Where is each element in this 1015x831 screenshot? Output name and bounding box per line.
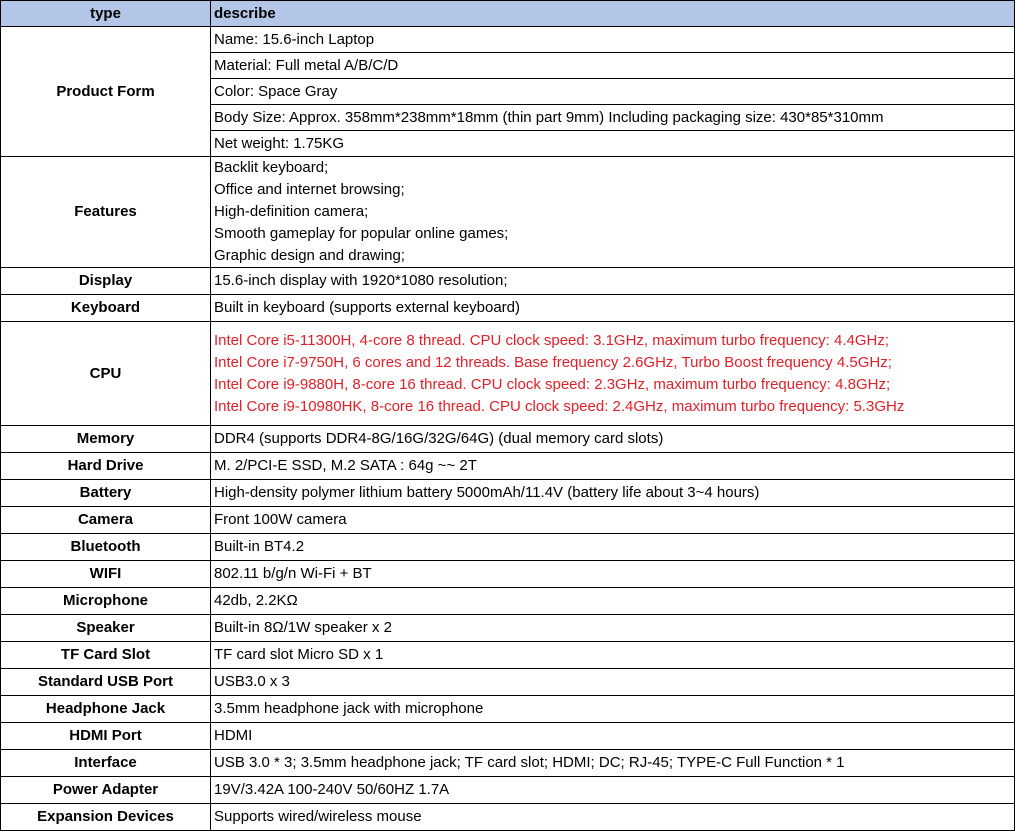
hard-drive-describe: M. 2/PCI-E SSD, M.2 SATA : 64g ~~ 2T bbox=[211, 453, 1015, 480]
tf-card-slot-row bbox=[1, 642, 1015, 669]
feature-line: Smooth gameplay for popular online games; bbox=[214, 225, 509, 242]
speaker-row bbox=[1, 615, 1015, 642]
feature-line: Office and internet browsing; bbox=[214, 181, 405, 198]
cpu-line: Intel Core i9-10980HK, 8-core 16 thread. CPU clock speed: 2.4GHz, maximum turbo frequency: 5.3GHz bbox=[214, 397, 905, 415]
expansion-devices-type: Expansion Devices bbox=[1, 804, 211, 831]
battery-describe: High-density polymer lithium battery 5000mAh/11.4V (battery life about 3~4 hours) bbox=[211, 480, 1015, 507]
cpu-line: Intel Core i7-9750H, 6 cores and 12 threads. Base frequency 2.6GHz, Turbo Boost frequency 4.5GHz; bbox=[214, 353, 892, 371]
feature-line: High-definition camera; bbox=[214, 203, 369, 220]
keyboard-describe: Built in keyboard (supports external keyboard) bbox=[211, 295, 1015, 322]
memory-type: Memory bbox=[1, 426, 211, 453]
display-row bbox=[1, 268, 1015, 295]
header-type: type bbox=[1, 1, 211, 27]
bluetooth-type: Bluetooth bbox=[1, 534, 211, 561]
microphone-row bbox=[1, 588, 1015, 615]
product-form-type: Product Form bbox=[1, 27, 211, 157]
microphone-type: Microphone bbox=[1, 588, 211, 615]
expansion-devices-row bbox=[1, 804, 1015, 831]
feature-line: Backlit keyboard; bbox=[214, 159, 329, 176]
microphone-describe: 42db, 2.2KΩ bbox=[211, 588, 1015, 615]
cpu-row bbox=[1, 322, 1015, 426]
tf-card-slot-describe: TF card slot Micro SD x 1 bbox=[211, 642, 1015, 669]
power-adapter-describe: 19V/3.42A 100-240V 50/60HZ 1.7A bbox=[211, 777, 1015, 804]
interface-describe: USB 3.0 * 3; 3.5mm headphone jack; TF card slot; HDMI; DC; RJ-45; TYPE-C Full Function * 1 bbox=[211, 750, 1015, 777]
speaker-describe: Built-in 8Ω/1W speaker x 2 bbox=[211, 615, 1015, 642]
bluetooth-row bbox=[1, 534, 1015, 561]
features-row bbox=[1, 157, 1015, 268]
display-type: Display bbox=[1, 268, 211, 295]
speaker-type: Speaker bbox=[1, 615, 211, 642]
hdmi-port-row bbox=[1, 723, 1015, 750]
headphone-jack-type: Headphone Jack bbox=[1, 696, 211, 723]
usb-port-row bbox=[1, 669, 1015, 696]
keyboard-type: Keyboard bbox=[1, 295, 211, 322]
cpu-line: Intel Core i9-9880H, 8-core 16 thread. CPU clock speed: 2.3GHz, maximum turbo frequency: 4.8GHz; bbox=[214, 375, 891, 393]
features-describe bbox=[211, 157, 1015, 268]
camera-describe: Front 100W camera bbox=[211, 507, 1015, 534]
hdmi-port-type: HDMI Port bbox=[1, 723, 211, 750]
headphone-jack-describe: 3.5mm headphone jack with microphone bbox=[211, 696, 1015, 723]
product-form-line: Name: 15.6-inch Laptop bbox=[211, 27, 1015, 53]
header-row bbox=[1, 1, 1015, 27]
interface-row bbox=[1, 750, 1015, 777]
display-describe: 15.6-inch display with 1920*1080 resolution; bbox=[211, 268, 1015, 295]
usb-port-describe: USB3.0 x 3 bbox=[211, 669, 1015, 696]
wifi-row bbox=[1, 561, 1015, 588]
power-adapter-type: Power Adapter bbox=[1, 777, 211, 804]
bluetooth-describe: Built-in BT4.2 bbox=[211, 534, 1015, 561]
power-adapter-row bbox=[1, 777, 1015, 804]
camera-row bbox=[1, 507, 1015, 534]
hdmi-port-describe: HDMI bbox=[211, 723, 1015, 750]
product-form-line: Material: Full metal A/B/C/D bbox=[211, 53, 1015, 79]
memory-describe: DDR4 (supports DDR4-8G/16G/32G/64G) (dual memory card slots) bbox=[211, 426, 1015, 453]
wifi-type: WIFI bbox=[1, 561, 211, 588]
expansion-devices-describe: Supports wired/wireless mouse bbox=[211, 804, 1015, 831]
product-form-line: Net weight: 1.75KG bbox=[211, 131, 1015, 157]
header-describe: describe bbox=[211, 1, 1015, 27]
keyboard-row bbox=[1, 295, 1015, 322]
battery-type: Battery bbox=[1, 480, 211, 507]
hard-drive-row bbox=[1, 453, 1015, 480]
cpu-line: Intel Core i5-11300H, 4-core 8 thread. CPU clock speed: 3.1GHz, maximum turbo frequency: 4.4GHz; bbox=[214, 331, 890, 349]
cpu-type: CPU bbox=[1, 322, 211, 426]
hard-drive-type: Hard Drive bbox=[1, 453, 211, 480]
product-form-line: Color: Space Gray bbox=[211, 79, 1015, 105]
wifi-describe: 802.11 b/g/n Wi-Fi + BT bbox=[211, 561, 1015, 588]
memory-row bbox=[1, 426, 1015, 453]
headphone-jack-row bbox=[1, 696, 1015, 723]
feature-line: Graphic design and drawing; bbox=[214, 247, 405, 264]
interface-type: Interface bbox=[1, 750, 211, 777]
product-form-line: Body Size: Approx. 358mm*238mm*18mm (thin part 9mm) Including packaging size: 430*85*310mm bbox=[211, 105, 1015, 131]
battery-row bbox=[1, 480, 1015, 507]
product-form-row bbox=[1, 27, 1015, 53]
features-type: Features bbox=[1, 157, 211, 268]
tf-card-slot-type: TF Card Slot bbox=[1, 642, 211, 669]
usb-port-type: Standard USB Port bbox=[1, 669, 211, 696]
cpu-describe bbox=[211, 322, 1015, 426]
camera-type: Camera bbox=[1, 507, 211, 534]
